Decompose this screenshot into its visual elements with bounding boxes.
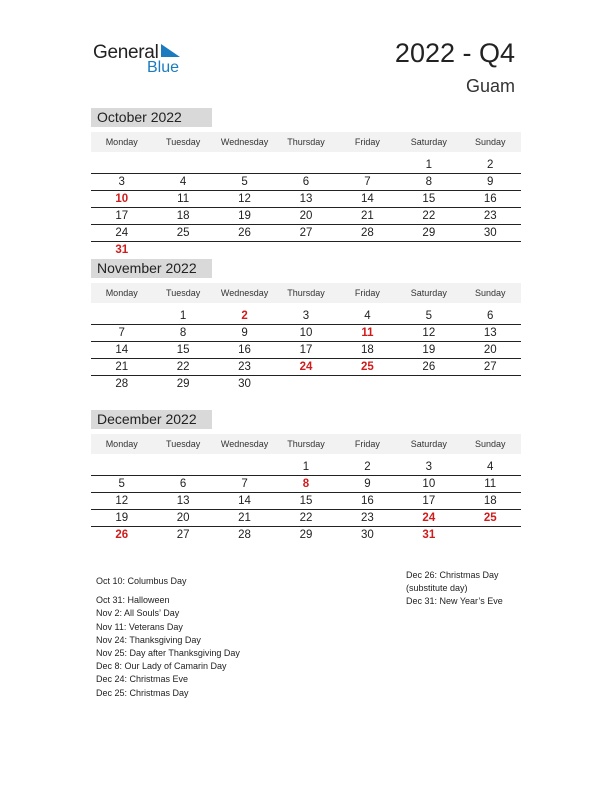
day-cell: 6: [302, 176, 310, 188]
day-cell: 27: [176, 529, 190, 541]
day-cell: 25: [361, 361, 374, 373]
day-cell: 8: [425, 176, 433, 188]
day-cell: 13: [483, 327, 497, 339]
week-row: [91, 459, 521, 476]
generalblue-logo: [93, 40, 203, 80]
country-name: Guam: [465, 76, 515, 96]
day-cell: 27: [299, 227, 313, 239]
holiday-note: (substitute day): [406, 583, 468, 594]
month-december: [91, 410, 521, 543]
day-cell: 24: [422, 512, 436, 524]
day-cell: 21: [361, 210, 374, 222]
day-cell: 24: [115, 227, 129, 239]
holiday-note: Dec 26: Christmas Day: [406, 570, 499, 580]
day-cell: 12: [422, 327, 436, 339]
week-row: [91, 225, 521, 242]
day-cell: 25: [176, 227, 190, 239]
day-cell: 30: [483, 227, 497, 239]
week-row: [91, 476, 521, 493]
day-cell: 18: [361, 344, 374, 356]
day-cell: 3: [302, 310, 310, 322]
holiday-note: Oct 10: Columbus Day: [96, 576, 187, 586]
weekday-label: Monday: [105, 439, 138, 449]
day-cell: 15: [176, 344, 190, 356]
weekday-label: Saturday: [410, 439, 447, 449]
day-cell: 3: [118, 176, 125, 188]
day-cell: 18: [176, 210, 190, 222]
day-cell: 5: [425, 310, 433, 322]
day-cell: 28: [238, 529, 251, 541]
day-cell: 11: [361, 327, 374, 339]
day-cell: 10: [299, 327, 313, 339]
day-cell: 6: [179, 478, 187, 490]
day-cell: 9: [241, 327, 248, 339]
day-cell: 20: [299, 210, 313, 222]
week-row: [91, 208, 521, 225]
month-october: [91, 108, 521, 258]
day-cell: 8: [302, 478, 310, 490]
week-row: [91, 308, 521, 325]
day-cell: 26: [422, 361, 436, 373]
day-cell: 2: [364, 461, 371, 473]
weekday-header: [91, 434, 521, 454]
day-cell: 12: [238, 193, 251, 205]
day-cell: 17: [299, 344, 313, 356]
day-cell: 22: [422, 210, 436, 222]
day-cell: 31: [422, 529, 436, 541]
day-cell: 15: [299, 495, 313, 507]
weekday-label: Tuesday: [166, 288, 201, 298]
day-cell: 25: [483, 512, 497, 524]
holiday-note: Nov 11: Veterans Day: [96, 621, 183, 632]
day-cell: 27: [483, 361, 497, 373]
day-cell: 18: [483, 495, 497, 507]
month-label: December 2022: [91, 410, 212, 429]
day-cell: 5: [241, 176, 248, 188]
weekday-label: Saturday: [410, 288, 447, 298]
week-row: [91, 157, 521, 174]
day-cell: 4: [179, 176, 187, 188]
day-cell: 1: [179, 310, 187, 322]
day-cell: 23: [361, 512, 374, 524]
weekday-label: Monday: [105, 137, 138, 147]
holiday-note: Dec 8: Our Lady of Camarin Day: [96, 661, 227, 672]
day-cell: 19: [238, 210, 251, 222]
weekday-label: Saturday: [410, 137, 447, 147]
day-cell: 30: [238, 378, 251, 390]
holiday-note: Dec 24: Christmas Eve: [96, 674, 189, 685]
weekday-label: Monday: [105, 288, 138, 298]
day-cell: 20: [483, 344, 497, 356]
day-cell: 16: [483, 193, 497, 205]
week-row: [91, 325, 521, 342]
day-cell: 17: [422, 495, 436, 507]
day-cell: 22: [176, 361, 190, 373]
month-november: [91, 259, 521, 392]
day-cell: 28: [361, 227, 374, 239]
day-cell: 31: [115, 244, 129, 256]
day-cell: 14: [238, 495, 251, 507]
holiday-note: Dec 25: Christmas Day: [96, 687, 189, 698]
day-cell: 17: [115, 210, 129, 222]
day-cell: 19: [422, 344, 436, 356]
holiday-note: Nov 2: All Souls’ Day: [96, 608, 180, 619]
weekday-label: Friday: [354, 137, 380, 147]
day-cell: 9: [364, 478, 371, 490]
day-cell: 22: [299, 512, 313, 524]
day-cell: 24: [299, 361, 313, 373]
day-cell: 10: [422, 478, 436, 490]
week-row: [91, 493, 521, 510]
day-cell: 2: [487, 159, 494, 171]
week-row: [91, 191, 521, 208]
day-cell: 6: [487, 310, 494, 322]
day-cell: 20: [176, 512, 190, 524]
day-cell: 7: [241, 478, 248, 490]
week-row: [91, 510, 521, 527]
weekday-label: Sunday: [474, 439, 506, 449]
weekday-label: Wednesday: [220, 288, 269, 298]
logo-triangle-icon: [161, 44, 181, 58]
holiday-note: Nov 25: Day after Thanksgiving Day: [96, 648, 240, 659]
day-cell: 7: [364, 176, 371, 188]
day-cell: 11: [484, 478, 497, 490]
weekday-label: Thursday: [287, 288, 325, 298]
weekday-label: Wednesday: [220, 137, 269, 147]
day-cell: 28: [115, 378, 129, 390]
weekday-label: Tuesday: [166, 439, 201, 449]
holiday-notes-right: [406, 569, 503, 609]
day-cell: 11: [177, 193, 190, 205]
day-cell: 23: [483, 210, 497, 222]
weekday-label: Sunday: [474, 137, 506, 147]
day-cell: 13: [299, 193, 313, 205]
month-label: October 2022: [91, 108, 212, 127]
logo-text-general: General: [93, 42, 159, 63]
weekday-header: [91, 132, 521, 152]
day-cell: 10: [115, 193, 129, 205]
weekday-label: Thursday: [287, 439, 325, 449]
day-cell: 29: [422, 227, 436, 239]
day-cell: 16: [361, 495, 374, 507]
day-cell: 3: [425, 461, 433, 473]
day-cell: 13: [176, 495, 190, 507]
day-cell: 5: [118, 478, 125, 490]
day-cell: 15: [422, 193, 436, 205]
day-cell: 16: [238, 344, 251, 356]
day-cell: 23: [238, 361, 251, 373]
day-cell: 29: [176, 378, 190, 390]
day-cell: 21: [238, 512, 251, 524]
day-cell: 2: [241, 310, 248, 322]
period-title: 2022 - Q4: [394, 38, 515, 68]
day-cell: 30: [361, 529, 374, 541]
month-label: November 2022: [91, 259, 212, 278]
weekday-label: Friday: [354, 439, 380, 449]
day-cell: 7: [118, 327, 125, 339]
day-cell: 14: [115, 344, 129, 356]
day-cell: 29: [299, 529, 313, 541]
day-cell: 4: [364, 310, 371, 322]
holiday-notes-left: [96, 575, 240, 700]
weekday-label: Friday: [354, 288, 380, 298]
holiday-note: Oct 31: Halloween: [96, 595, 170, 606]
week-row: [91, 242, 521, 258]
week-row: [91, 174, 521, 191]
day-cell: 1: [302, 461, 310, 473]
day-cell: 8: [179, 327, 187, 339]
week-row: [91, 359, 521, 376]
day-cell: 19: [115, 512, 129, 524]
weekday-label: Tuesday: [166, 137, 201, 147]
day-cell: 9: [487, 176, 494, 188]
week-row: [91, 376, 521, 392]
day-cell: 21: [115, 361, 129, 373]
day-cell: 14: [361, 193, 374, 205]
weekday-label: Sunday: [474, 288, 506, 298]
day-cell: 4: [487, 461, 494, 473]
holiday-note: Dec 31: New Year’s Eve: [406, 596, 503, 607]
day-cell: 12: [115, 495, 129, 507]
day-cell: 1: [425, 159, 433, 171]
weekday-label: Thursday: [287, 137, 325, 147]
day-cell: 26: [115, 529, 129, 541]
weekday-header: [91, 283, 521, 303]
holiday-note: Nov 24: Thanksgiving Day: [96, 634, 201, 645]
week-row: [91, 342, 521, 359]
week-row: [91, 527, 521, 543]
day-cell: 26: [238, 227, 251, 239]
weekday-label: Wednesday: [220, 439, 269, 449]
logo-text-blue: Blue: [147, 59, 180, 76]
